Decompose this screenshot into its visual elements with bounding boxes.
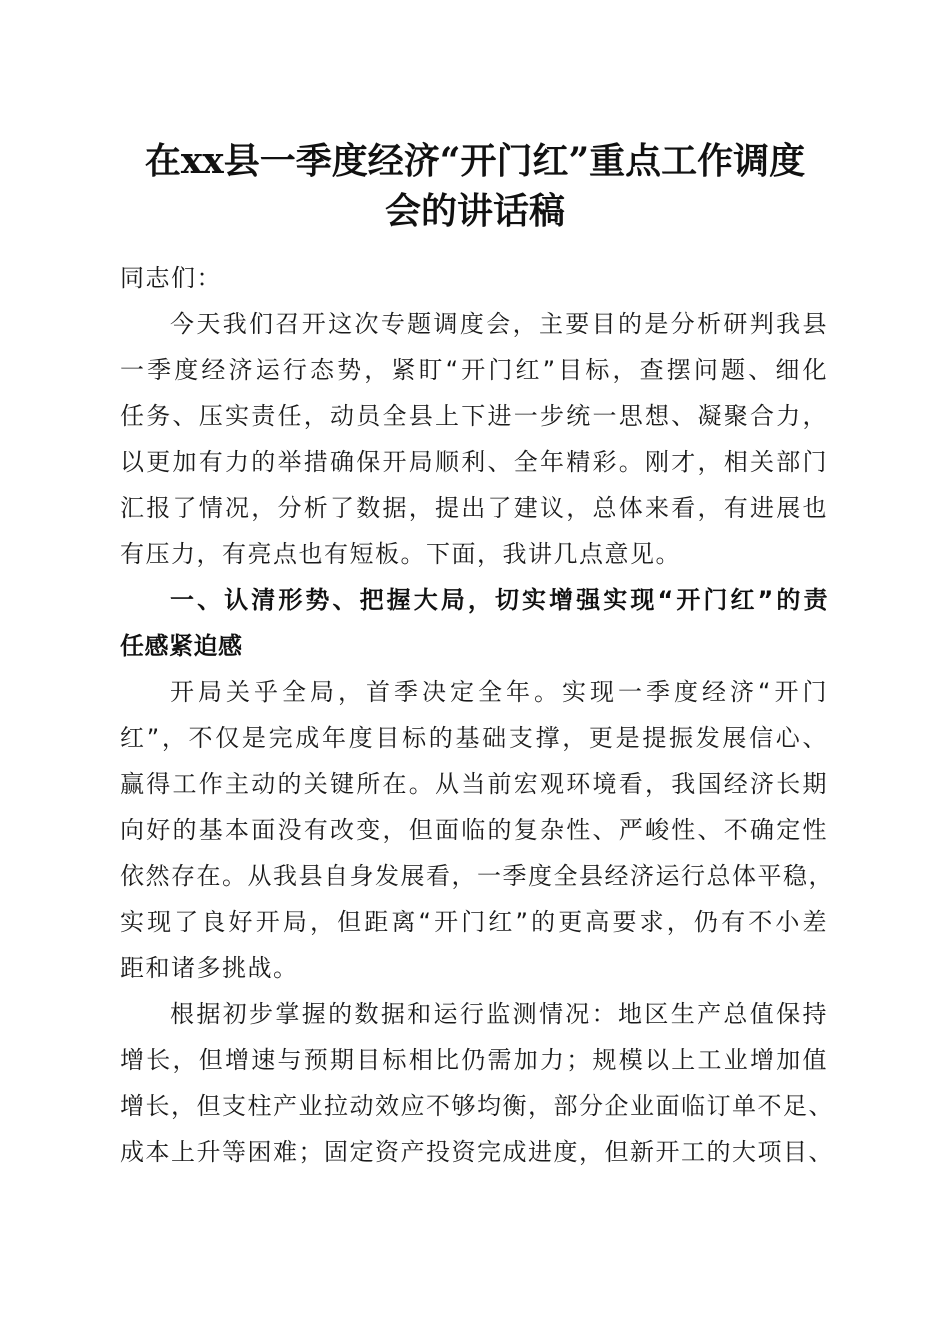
heading-line: 任感紧迫感 bbox=[120, 632, 243, 660]
paragraph-line: 赢得工作主动的关键所在。从当前宏观环境看，我国经济长期 bbox=[120, 770, 828, 798]
paragraph-line: 开局关乎全局，首季决定全年。实现一季度经济“开门 bbox=[170, 678, 828, 706]
paragraph-line: 任务、压实责任，动员全县上下进一步统一思想、凝聚合力， bbox=[120, 402, 828, 430]
title-line-2: 会的讲话稿 bbox=[384, 190, 565, 232]
paragraph-intro bbox=[120, 301, 828, 577]
paragraph-line: 实现了良好开局，但距离“开门红”的更高要求，仍有不小差 bbox=[120, 908, 828, 936]
paragraph-line: 依然存在。从我县自身发展看，一季度全县经济运行总体平稳， bbox=[120, 862, 834, 890]
paragraph-line: 一季度经济运行态势，紧盯“开门红”目标，查摆问题、细化 bbox=[120, 356, 828, 384]
paragraph-line: 有压力，有亮点也有短板。下面，我讲几点意见。 bbox=[120, 540, 681, 568]
title-line-1: 在xx县一季度经济“开门红”重点工作调度 bbox=[144, 140, 806, 182]
document-title bbox=[100, 136, 850, 236]
paragraph-line: 成本上升等困难；固定资产投资完成进度，但新开工的大项目、 bbox=[120, 1138, 834, 1166]
paragraph-line: 距和诸多挑战。 bbox=[120, 954, 299, 982]
paragraph-situation bbox=[120, 669, 834, 991]
salutation bbox=[120, 255, 828, 301]
paragraph-line: 增长，但增速与预期目标相比仍需加力；规模以上工业增加值 bbox=[120, 1046, 828, 1074]
paragraph-line: 增长，但支柱产业拉动效应不够均衡，部分企业面临订单不足、 bbox=[120, 1092, 834, 1120]
paragraph-line: 向好的基本面没有改变，但面临的复杂性、严峻性、不确定性 bbox=[120, 816, 828, 844]
paragraph-line: 今天我们召开这次专题调度会，主要目的是分析研判我县 bbox=[170, 310, 828, 338]
section-heading-1 bbox=[120, 577, 828, 669]
heading-line: 一、认清形势、把握大局，切实增强实现“开门红”的责 bbox=[170, 586, 828, 614]
paragraph-data bbox=[120, 991, 834, 1175]
paragraph-line: 汇报了情况，分析了数据，提出了建议，总体来看，有进展也 bbox=[120, 494, 828, 522]
paragraph-line: 根据初步掌握的数据和运行监测情况：地区生产总值保持 bbox=[170, 1000, 828, 1028]
document-body bbox=[120, 255, 834, 1175]
paragraph-line: 以更加有力的举措确保开局顺利、全年精彩。刚才，相关部门 bbox=[120, 448, 828, 476]
salutation-text: 同志们： bbox=[120, 264, 222, 292]
paragraph-line: 红”，不仅是完成年度目标的基础支撑，更是提振发展信心、 bbox=[120, 724, 828, 752]
